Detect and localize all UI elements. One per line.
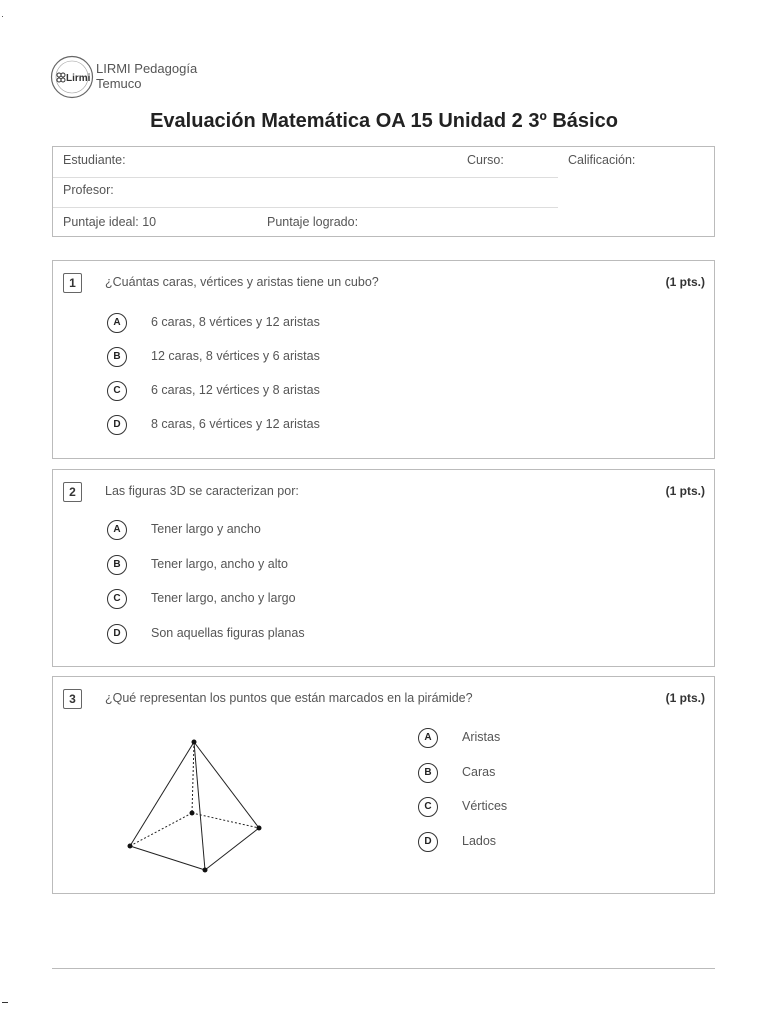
org-name [96,61,197,91]
course-label: Curso: [467,153,504,167]
option-text: Vértices [462,799,508,813]
option-letter: C [418,797,438,817]
org-line-1: LIRMI Pedagogía [96,61,198,76]
option-letter: B [107,555,127,575]
option-text: 6 caras, 8 vértices y 12 aristas [151,315,320,329]
option-text: Tener largo, ancho y alto [151,557,288,571]
option-letter: C [107,381,127,401]
question-number: 2 [63,482,82,502]
option-text: Caras [462,765,496,779]
question-points: (1 pts.) [665,275,705,289]
option-text: Tener largo, ancho y largo [151,591,296,605]
option-letter: B [418,763,438,783]
pyramid-edge [130,846,205,870]
divider [53,207,558,208]
option-letter: D [418,832,438,852]
option-text: Son aquellas figuras planas [151,626,305,640]
svg-text:Lirmi: Lirmi [66,73,91,84]
question-text: ¿Qué representan los puntos que están marcados en la pirámide? [105,691,473,705]
option-letter: D [107,624,127,644]
question-text: ¿Cuántas caras, vértices y aristas tiene un cubo? [105,275,379,289]
question-text: Las figuras 3D se caracterizan por: [105,484,299,498]
option-text: Aristas [462,730,501,744]
org-line-2: Temuco [96,76,142,91]
option-letter: B [107,347,127,367]
ideal-score: Puntaje ideal: 10 [63,215,157,229]
option-text: 8 caras, 6 vértices y 12 aristas [151,417,320,431]
pyramid-vertex [192,740,197,745]
question-3 [52,676,715,894]
question-points: (1 pts.) [665,691,705,705]
divider [53,177,558,178]
grade-label: Calificación: [568,153,636,167]
option-text: Tener largo y ancho [151,522,261,536]
option-letter: A [107,313,127,333]
option-letter: D [107,415,127,435]
question-points: (1 pts.) [665,484,705,498]
pyramid-edge [194,742,259,828]
option-letter: C [107,589,127,609]
student-info-box [52,146,715,237]
pyramid-vertex [203,868,208,873]
question-1 [52,260,715,459]
page-mark [2,16,3,17]
option-text: Lados [462,834,497,848]
option-letter: A [107,520,127,540]
footer-divider [52,968,715,969]
teacher-label: Profesor: [63,183,114,197]
question-2 [52,469,715,667]
pyramid-hidden-edge [192,742,194,813]
question-number: 3 [63,689,82,709]
page-mark [2,1002,8,1003]
pyramid-edge [130,742,194,846]
question-number: 1 [63,273,82,293]
pyramid-vertex [128,844,133,849]
page-title: Evaluación Matemática OA 15 Unidad 2 3º Básico [150,110,618,132]
option-letter: A [418,728,438,748]
option-text: 6 caras, 12 vértices y 8 aristas [151,383,320,397]
achieved-score-label: Puntaje logrado: [267,215,359,229]
pyramid-figure [113,727,343,887]
pyramid-edge [194,742,205,870]
pyramid-vertex [190,811,195,816]
student-label: Estudiante: [63,153,126,167]
option-text: 12 caras, 8 vértices y 6 aristas [151,349,320,363]
lirmi-logo [50,55,94,99]
pyramid-edge [205,828,259,870]
pyramid-hidden-edge [130,813,192,846]
pyramid-vertex [257,826,262,831]
